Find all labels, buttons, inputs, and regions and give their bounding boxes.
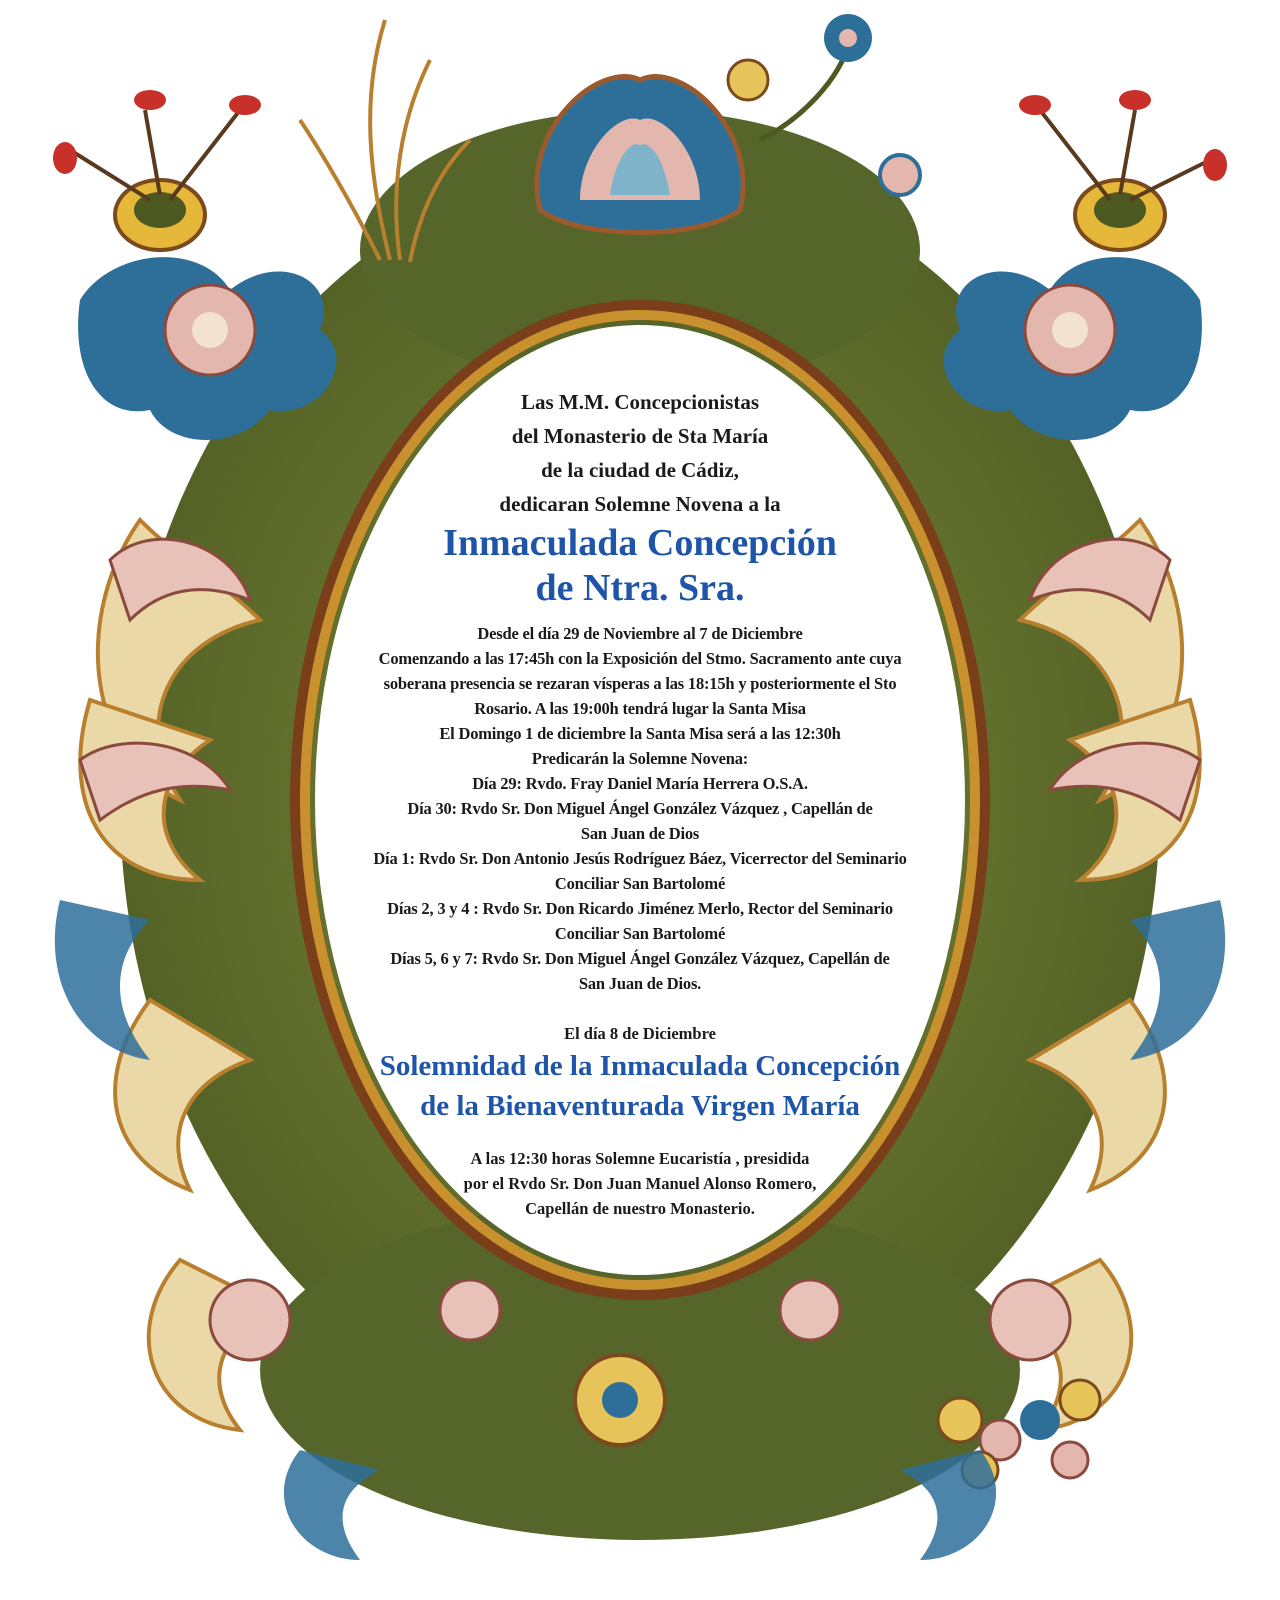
feast-title-line: de la Bienaventurada Virgen María <box>420 1090 860 1122</box>
schedule-line: Comenzando a las 17:45h con la Exposición del Stmo. Sacramento ante cuya <box>378 649 902 668</box>
schedule-line: El Domingo 1 de diciembre la Santa Misa será a las 12:30h <box>439 724 841 743</box>
main-title-line: Inmaculada Concepción <box>443 522 837 564</box>
preacher-line: Día 1: Rvdo Sr. Don Antonio Jesús Rodríguez Báez, Vicerrector del Seminario <box>373 849 907 868</box>
main-title <box>320 521 960 611</box>
intro-line: Las M.M. Concepcionistas <box>521 390 759 414</box>
intro-line: del Monasterio de Sta María <box>511 424 769 448</box>
schedule-line: Desde el día 29 de Noviembre al 7 de Diciembre <box>477 624 803 643</box>
announcement-text <box>320 385 960 1221</box>
preacher-line: Conciliar San Bartolomé <box>554 874 726 893</box>
preacher-line: San Juan de Dios. <box>578 974 702 993</box>
blue-flower-icon <box>537 77 743 233</box>
closing-line: por el Rvdo Sr. Don Juan Manuel Alonso Romero, <box>463 1174 817 1193</box>
red-stamen-flower-icon <box>1019 90 1227 250</box>
red-stamen-flower-icon <box>53 90 261 250</box>
feast-title <box>320 1046 960 1126</box>
schedule-line: Rosario. A las 19:00h tendrá lugar la Santa Misa <box>474 699 806 718</box>
main-title-line: de Ntra. Sra. <box>535 567 745 609</box>
preacher-line: Conciliar San Bartolomé <box>554 924 726 943</box>
intro-line: dedicaran Solemne Novena a la <box>499 492 781 516</box>
preacher-line: Días 5, 6 y 7: Rvdo Sr. Don Miguel Ángel González Vázquez, Capellán de <box>390 949 890 968</box>
intro-line: de la ciudad de Cádiz, <box>541 458 739 482</box>
schedule-line: soberana presencia se rezaran vísperas a las 18:15h y posteriormente el Sto <box>383 674 897 693</box>
schedule-block <box>320 621 960 996</box>
spacer <box>320 996 960 1021</box>
closing-line: Capellán de nuestro Monasterio. <box>525 1199 755 1218</box>
preacher-line: Día 29: Rvdo. Fray Daniel María Herrera O.S.A. <box>472 774 808 793</box>
feast-title-line: Solemnidad de la Inmaculada Concepción <box>379 1050 901 1082</box>
intro-block <box>320 385 960 521</box>
closing-line: A las 12:30 horas Solemne Eucaristía , presidida <box>470 1149 810 1168</box>
preacher-line: Día 30: Rvdo Sr. Don Miguel Ángel González Vázquez , Capellán de <box>407 799 873 818</box>
preachers-heading: Predicarán la Solemne Novena: <box>531 749 749 768</box>
closing-block <box>320 1146 960 1221</box>
preacher-line: Días 2, 3 y 4 : Rvdo Sr. Don Ricardo Jiménez Merlo, Rector del Seminario <box>387 899 893 918</box>
feast-date: El día 8 de Diciembre <box>564 1024 716 1043</box>
preacher-line: San Juan de Dios <box>580 824 700 843</box>
